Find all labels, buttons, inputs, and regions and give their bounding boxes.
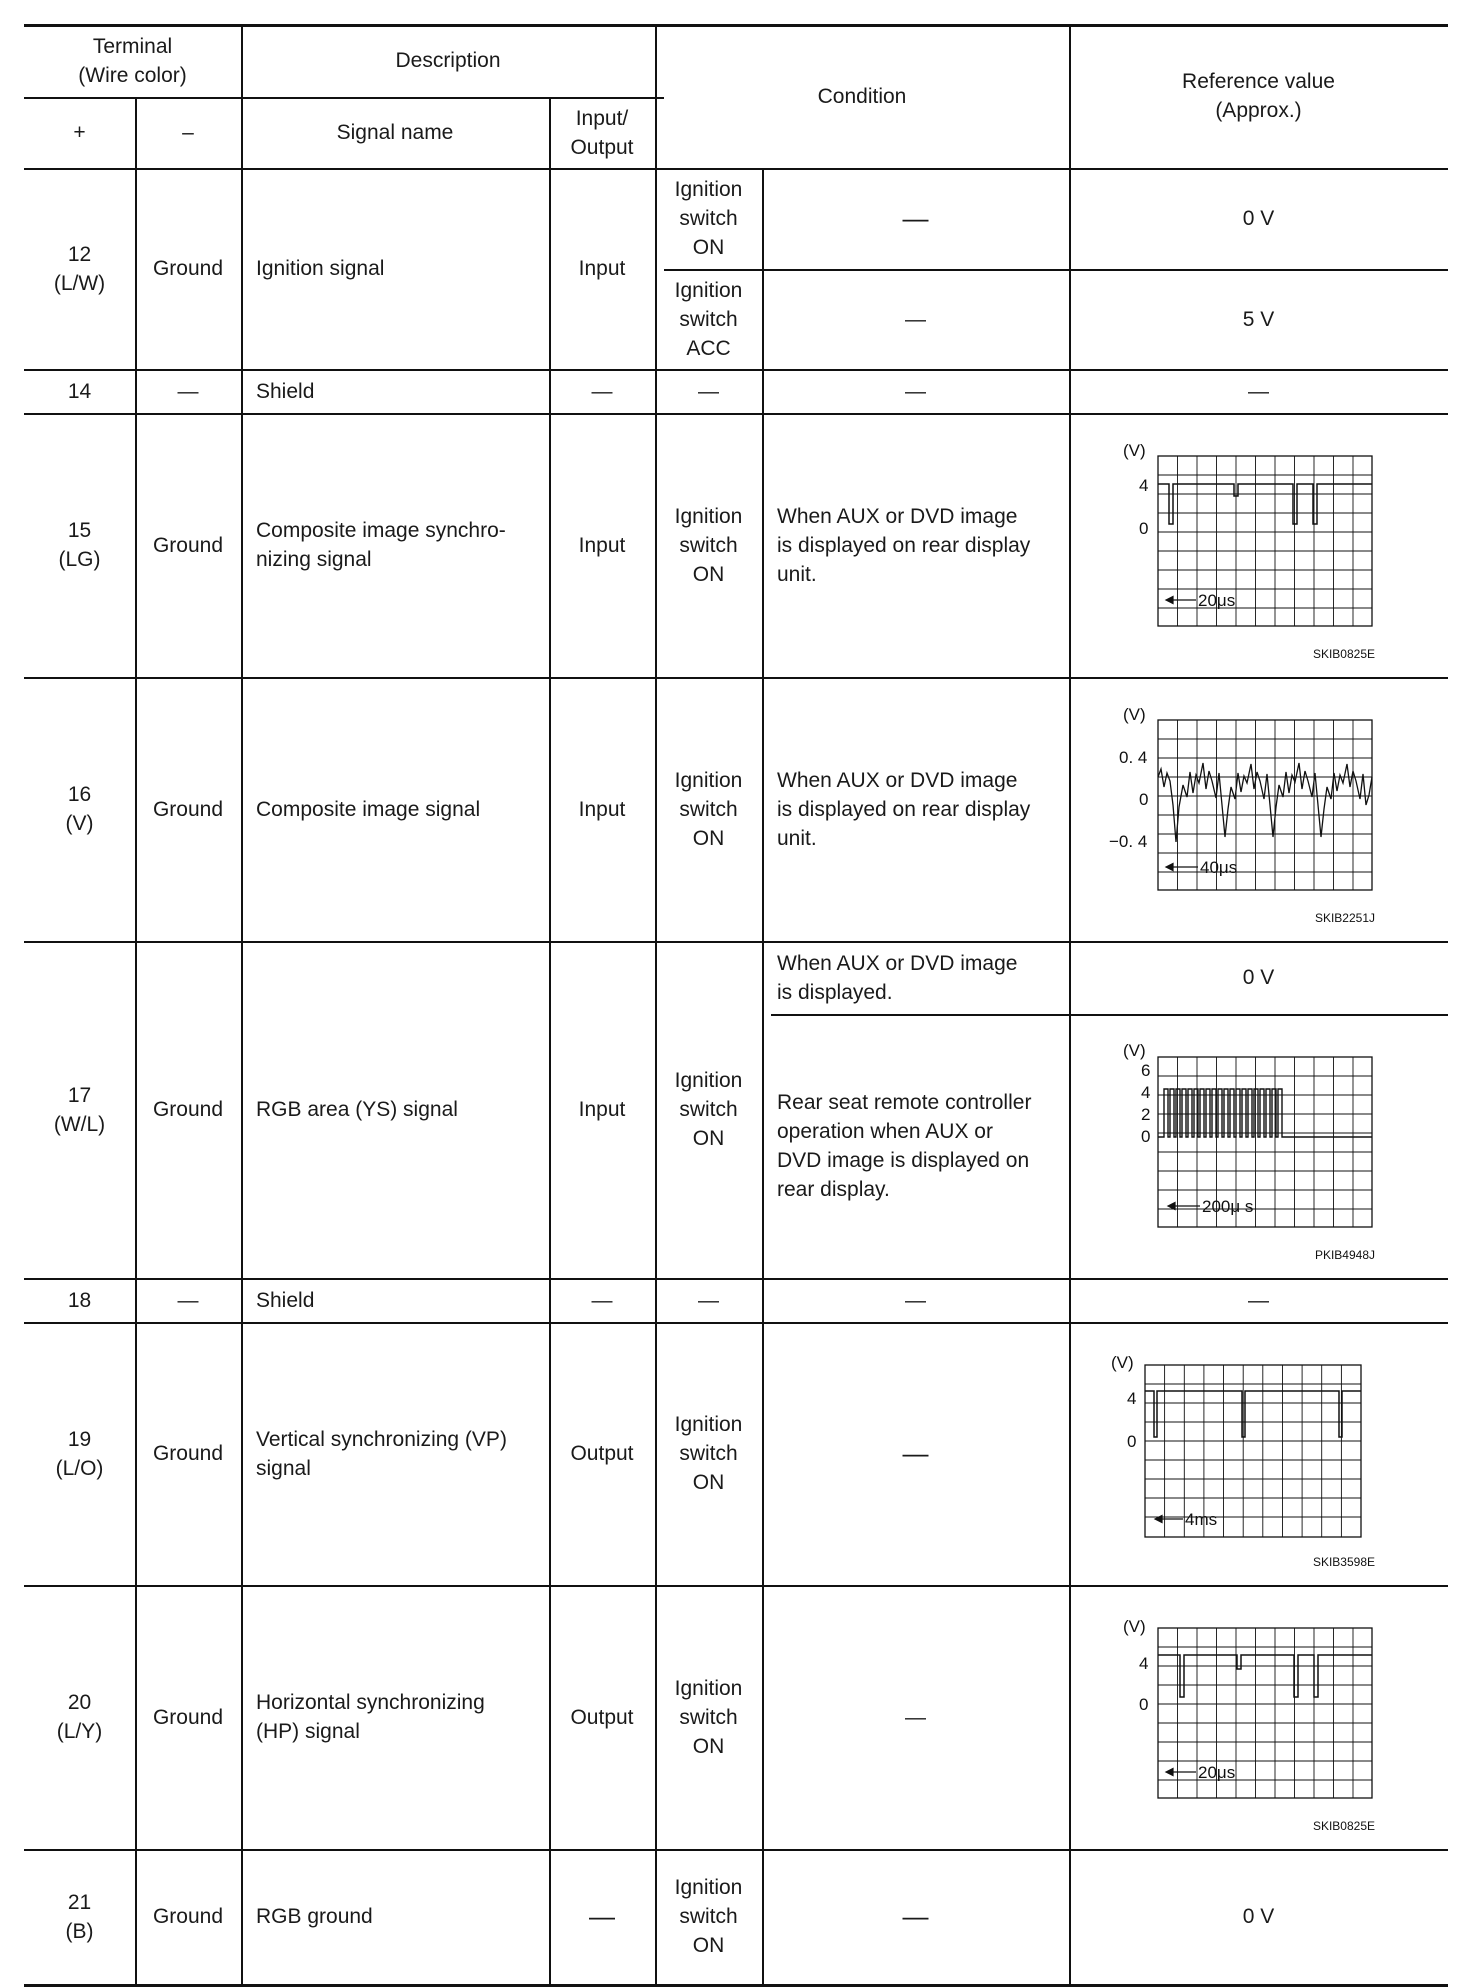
- terminal-12: 12 (L/W): [53, 242, 106, 295]
- y-axis-label: 4: [1141, 1083, 1151, 1102]
- y-axis-label: 4: [1139, 476, 1149, 495]
- minus-ground: Ground: [152, 1098, 224, 1121]
- signal-name: Vertical synchronizing (VP) signal: [256, 1427, 507, 1480]
- y-axis-label: 0: [1127, 1432, 1137, 1451]
- waveform-skib0825e: [1069, 413, 1448, 677]
- header-condition: Condition: [817, 84, 907, 108]
- y-axis-label: 6: [1141, 1061, 1151, 1080]
- header-signal-name: Signal name: [336, 121, 454, 144]
- terminal-20: 20 (L/Y): [56, 1691, 103, 1743]
- header-terminal: Terminal (Wire color): [78, 34, 187, 87]
- signal-name: Composite image signal: [256, 797, 481, 821]
- signal-trace: [1158, 763, 1372, 842]
- minus-ground: Ground: [152, 797, 224, 821]
- io-value: —: [591, 379, 613, 403]
- figure-code: SKIB0825E: [1312, 1819, 1375, 1833]
- time-scale-label: 40μs: [1200, 858, 1238, 877]
- figure-code: SKIB0825E: [1312, 647, 1375, 661]
- ignition-switch-acc: Ignition switch ACC: [674, 278, 743, 360]
- condition-none: —: [905, 379, 926, 403]
- y-axis-label: 2: [1141, 1105, 1151, 1124]
- reference-value: —: [1248, 1288, 1269, 1312]
- time-scale-label: 4ms: [1185, 1510, 1218, 1529]
- ignition-switch-on: Ignition switch ON: [674, 178, 743, 259]
- time-scale-arrow: [1166, 1769, 1196, 1776]
- waveform-skib2251j: [1069, 677, 1448, 941]
- minus-none: —: [177, 1288, 199, 1312]
- minus-ground: Ground: [152, 1905, 224, 1928]
- minus-ground: Ground: [152, 1442, 224, 1465]
- condition-none: —: [905, 1288, 926, 1312]
- time-scale-arrow: [1168, 1203, 1200, 1210]
- condition-none: —: [902, 203, 929, 233]
- time-scale-label: 20μs: [1198, 591, 1236, 610]
- y-axis-label: 0: [1139, 519, 1149, 538]
- condition-none: —: [902, 1901, 929, 1931]
- io-value: —: [589, 1901, 615, 1931]
- oscilloscope-grid: [1158, 720, 1372, 890]
- oscilloscope-grid: [1158, 1057, 1372, 1227]
- figure-code: SKIB2251J: [1314, 911, 1375, 925]
- condition-text: When AUX or DVD image is displayed.: [777, 951, 1018, 1004]
- io-value: Input: [578, 533, 626, 557]
- minus-ground: Ground: [152, 533, 224, 557]
- terminal-17: 17 (W/L): [53, 1083, 106, 1136]
- y-axis-label: 0: [1139, 1695, 1149, 1714]
- y-axis-label: 0: [1141, 1127, 1151, 1146]
- terminal-16: 16 (V): [65, 783, 94, 835]
- minus-none: —: [177, 379, 199, 403]
- signal-trace: [1145, 1391, 1361, 1437]
- condition-text: When AUX or DVD image is displayed on rear display unit.: [777, 504, 1031, 586]
- waveform-unit: (V): [1111, 1353, 1134, 1372]
- ignition-switch-on: Ignition switch ON: [674, 1876, 743, 1957]
- waveform-unit: (V): [1123, 441, 1146, 460]
- signal-name: RGB area (YS) signal: [256, 1098, 458, 1121]
- io-value: —: [591, 1288, 613, 1312]
- y-axis-label: 0: [1139, 790, 1149, 809]
- waveform-skib3598e: [1069, 1322, 1448, 1585]
- waveform-unit: (V): [1123, 705, 1146, 724]
- waveform-20-chart: [1069, 1585, 1448, 1849]
- reference-value: 5 V: [1242, 307, 1275, 331]
- ignition-switch-on: Ignition switch ON: [674, 504, 743, 586]
- signal-trace: [1158, 484, 1372, 524]
- y-axis-label: 4: [1127, 1389, 1137, 1408]
- signal-name: Shield: [256, 379, 315, 403]
- y-axis-label: −0. 4: [1109, 832, 1148, 851]
- condition-text: When AUX or DVD image is displayed on rear display unit.: [777, 768, 1031, 850]
- terminal-14: 14: [67, 379, 92, 403]
- terminal-19: 19 (L/O): [55, 1427, 104, 1480]
- terminal-21: 21 (B): [65, 1890, 94, 1943]
- signal-name: Composite image synchro- nizing signal: [256, 519, 506, 571]
- header-plus: +: [73, 121, 86, 144]
- figure-code: PKIB4948J: [1314, 1248, 1375, 1262]
- condition-none: —: [902, 1438, 929, 1468]
- waveform-16-chart: [1069, 677, 1448, 941]
- reference-value: 0 V: [1242, 1905, 1275, 1928]
- io-value: Input: [578, 797, 626, 821]
- terminal-reference-table: [24, 24, 1448, 1957]
- time-scale-label: 200μ s: [1202, 1197, 1254, 1216]
- reference-value: 0 V: [1242, 207, 1275, 230]
- io-value: Input: [578, 257, 626, 280]
- time-scale-arrow: [1166, 597, 1196, 604]
- terminal-18: 18: [67, 1288, 92, 1312]
- y-axis-label: 4: [1139, 1654, 1149, 1673]
- waveform-unit: (V): [1123, 1617, 1146, 1636]
- header-reference-value: Reference value (Approx.): [1182, 70, 1335, 122]
- signal-name: Shield: [256, 1288, 315, 1312]
- header-input-output: Input/ Output: [570, 106, 634, 159]
- condition-none: —: [905, 1705, 926, 1729]
- waveform-unit: (V): [1123, 1041, 1146, 1060]
- time-scale-arrow: [1166, 864, 1198, 871]
- ignition-switch-on: Ignition switch ON: [674, 1069, 743, 1150]
- signal-name: RGB ground: [256, 1905, 373, 1928]
- io-value: Output: [570, 1705, 634, 1729]
- switch-none: —: [698, 1288, 719, 1312]
- waveform-17-chart: [1069, 1014, 1448, 1278]
- minus-ground: Ground: [152, 1705, 224, 1729]
- switch-none: —: [698, 379, 719, 403]
- signal-name: Horizontal synchronizing (HP) signal: [256, 1691, 485, 1743]
- io-value: Output: [570, 1442, 634, 1465]
- minus-ground: Ground: [152, 257, 224, 280]
- terminal-15: 15 (LG): [58, 519, 101, 571]
- header-minus: –: [182, 121, 194, 144]
- figure-code: SKIB3598E: [1312, 1555, 1375, 1569]
- ignition-switch-on: Ignition switch ON: [674, 1413, 743, 1494]
- signal-name: Ignition signal: [256, 257, 385, 280]
- waveform-pkib4948j: [1069, 1014, 1448, 1278]
- ignition-switch-on: Ignition switch ON: [674, 1676, 743, 1758]
- header-description: Description: [395, 49, 501, 72]
- condition-none: —: [905, 307, 926, 331]
- waveform-skib0825e: [1069, 1585, 1448, 1849]
- condition-text: Rear seat remote controller operation when AUX or DVD image is displayed on rear display.: [777, 1091, 1032, 1201]
- time-scale-label: 20μs: [1198, 1763, 1236, 1782]
- signal-trace: [1158, 1089, 1372, 1137]
- y-axis-label: 0. 4: [1119, 748, 1148, 767]
- signal-trace: [1158, 1655, 1372, 1697]
- ignition-switch-on: Ignition switch ON: [674, 768, 743, 850]
- io-value: Input: [578, 1098, 626, 1121]
- waveform-15-chart: [1069, 413, 1448, 677]
- reference-value: 0 V: [1242, 966, 1275, 989]
- waveform-19-chart: [1069, 1322, 1448, 1585]
- reference-value: —: [1248, 379, 1269, 403]
